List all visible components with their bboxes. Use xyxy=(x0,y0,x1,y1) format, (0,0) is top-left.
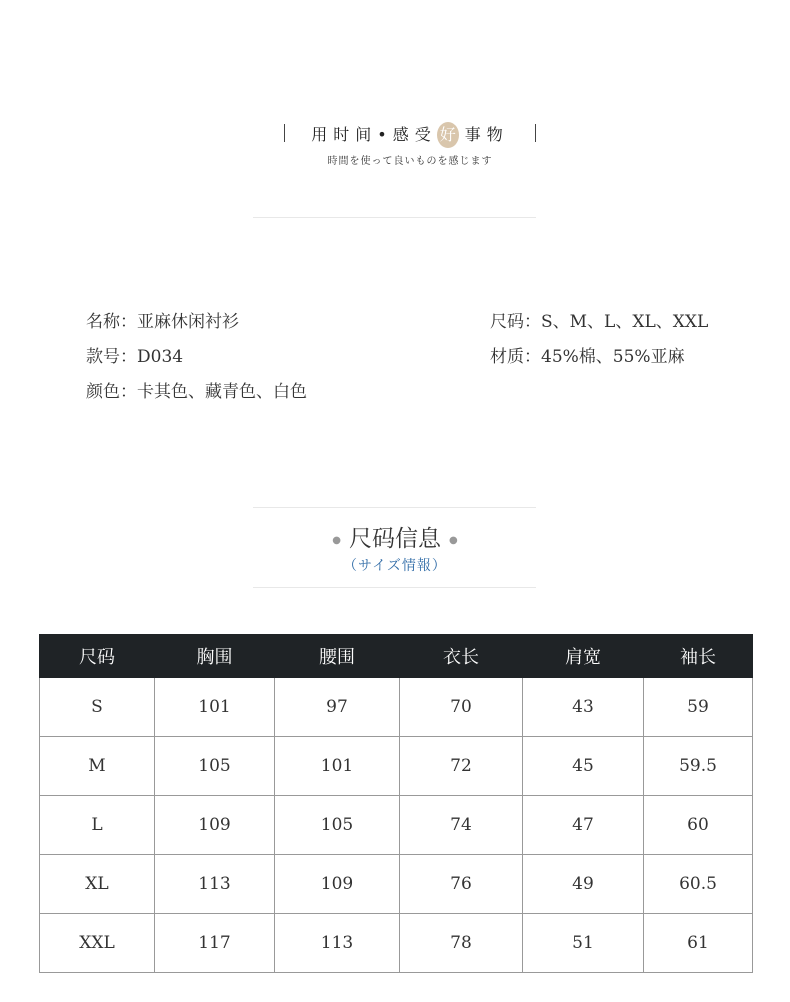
table-row xyxy=(40,855,753,914)
product-size xyxy=(490,307,708,332)
product-style xyxy=(86,342,183,367)
table-header-row xyxy=(40,635,753,678)
product-color-value: 卡其色、藏青色、白色 xyxy=(137,382,307,402)
section-divider-top xyxy=(253,507,536,508)
table-cell: 109 xyxy=(155,796,275,855)
table-cell: 109 xyxy=(275,855,400,914)
table-cell: 45 xyxy=(523,737,644,796)
table-cell: 51 xyxy=(523,914,644,973)
table-cell: 72 xyxy=(400,737,523,796)
section-divider-bottom xyxy=(253,587,536,588)
table-row xyxy=(40,914,753,973)
brand-header xyxy=(280,118,540,168)
table-cell: 113 xyxy=(155,855,275,914)
table-cell: 49 xyxy=(523,855,644,914)
table-cell: 47 xyxy=(523,796,644,855)
product-size-label: 尺码： xyxy=(490,312,541,332)
divider-bar-right xyxy=(535,124,536,142)
header-cell: 袖长 xyxy=(644,635,753,678)
header-cell: 衣长 xyxy=(400,635,523,678)
table-cell: 76 xyxy=(400,855,523,914)
header-divider xyxy=(253,217,536,218)
slogan-pre: 用时间•感受 xyxy=(311,125,437,144)
table-cell: 70 xyxy=(400,678,523,737)
table-cell: M xyxy=(40,737,155,796)
table-cell: XL xyxy=(40,855,155,914)
brand-slogan xyxy=(304,122,516,148)
table-cell: 59.5 xyxy=(644,737,753,796)
table-cell: 101 xyxy=(275,737,400,796)
table-cell: 101 xyxy=(155,678,275,737)
table-cell: S xyxy=(40,678,155,737)
product-style-value: D034 xyxy=(137,347,184,367)
table-row xyxy=(40,678,753,737)
divider-bar-left xyxy=(284,124,285,142)
product-material-label: 材质： xyxy=(490,347,541,367)
section-title-text: 尺码信息 xyxy=(349,526,441,552)
table-cell: L xyxy=(40,796,155,855)
size-table xyxy=(39,634,753,973)
section-subtitle: （サイズ情報） xyxy=(343,558,447,574)
section-title xyxy=(255,520,535,553)
table-cell: 117 xyxy=(155,914,275,973)
product-size-value: S、M、L、XL、XXL xyxy=(541,312,709,332)
table-cell: 78 xyxy=(400,914,523,973)
product-name xyxy=(86,307,239,332)
header-cell: 胸围 xyxy=(155,635,275,678)
dot-left: ● xyxy=(332,534,341,546)
product-style-label: 款号： xyxy=(86,347,137,367)
table-cell: 74 xyxy=(400,796,523,855)
table-cell: 105 xyxy=(275,796,400,855)
table-cell: 113 xyxy=(275,914,400,973)
product-color-label: 颜色： xyxy=(86,382,137,402)
table-cell: 60.5 xyxy=(644,855,753,914)
table-row xyxy=(40,796,753,855)
slogan-post: 事物 xyxy=(464,125,509,144)
product-material xyxy=(490,342,685,367)
table-cell: XXL xyxy=(40,914,155,973)
product-name-value: 亚麻休闲衬衫 xyxy=(137,312,239,332)
product-color xyxy=(86,377,307,402)
product-material-value: 45%棉、55%亚麻 xyxy=(541,347,685,367)
table-cell: 59 xyxy=(644,678,753,737)
table-row xyxy=(40,737,753,796)
table-cell: 105 xyxy=(155,737,275,796)
table-cell: 43 xyxy=(523,678,644,737)
header-cell: 腰围 xyxy=(275,635,400,678)
table-cell: 97 xyxy=(275,678,400,737)
dot-right: ● xyxy=(449,534,458,546)
header-cell: 肩宽 xyxy=(523,635,644,678)
table-cell: 61 xyxy=(644,914,753,973)
product-name-label: 名称： xyxy=(86,312,137,332)
brand-subtitle: 時間を使って良いものを感じます xyxy=(327,156,493,167)
slogan-highlight: 好 xyxy=(437,122,459,148)
table-cell: 60 xyxy=(644,796,753,855)
header-cell: 尺码 xyxy=(40,635,155,678)
